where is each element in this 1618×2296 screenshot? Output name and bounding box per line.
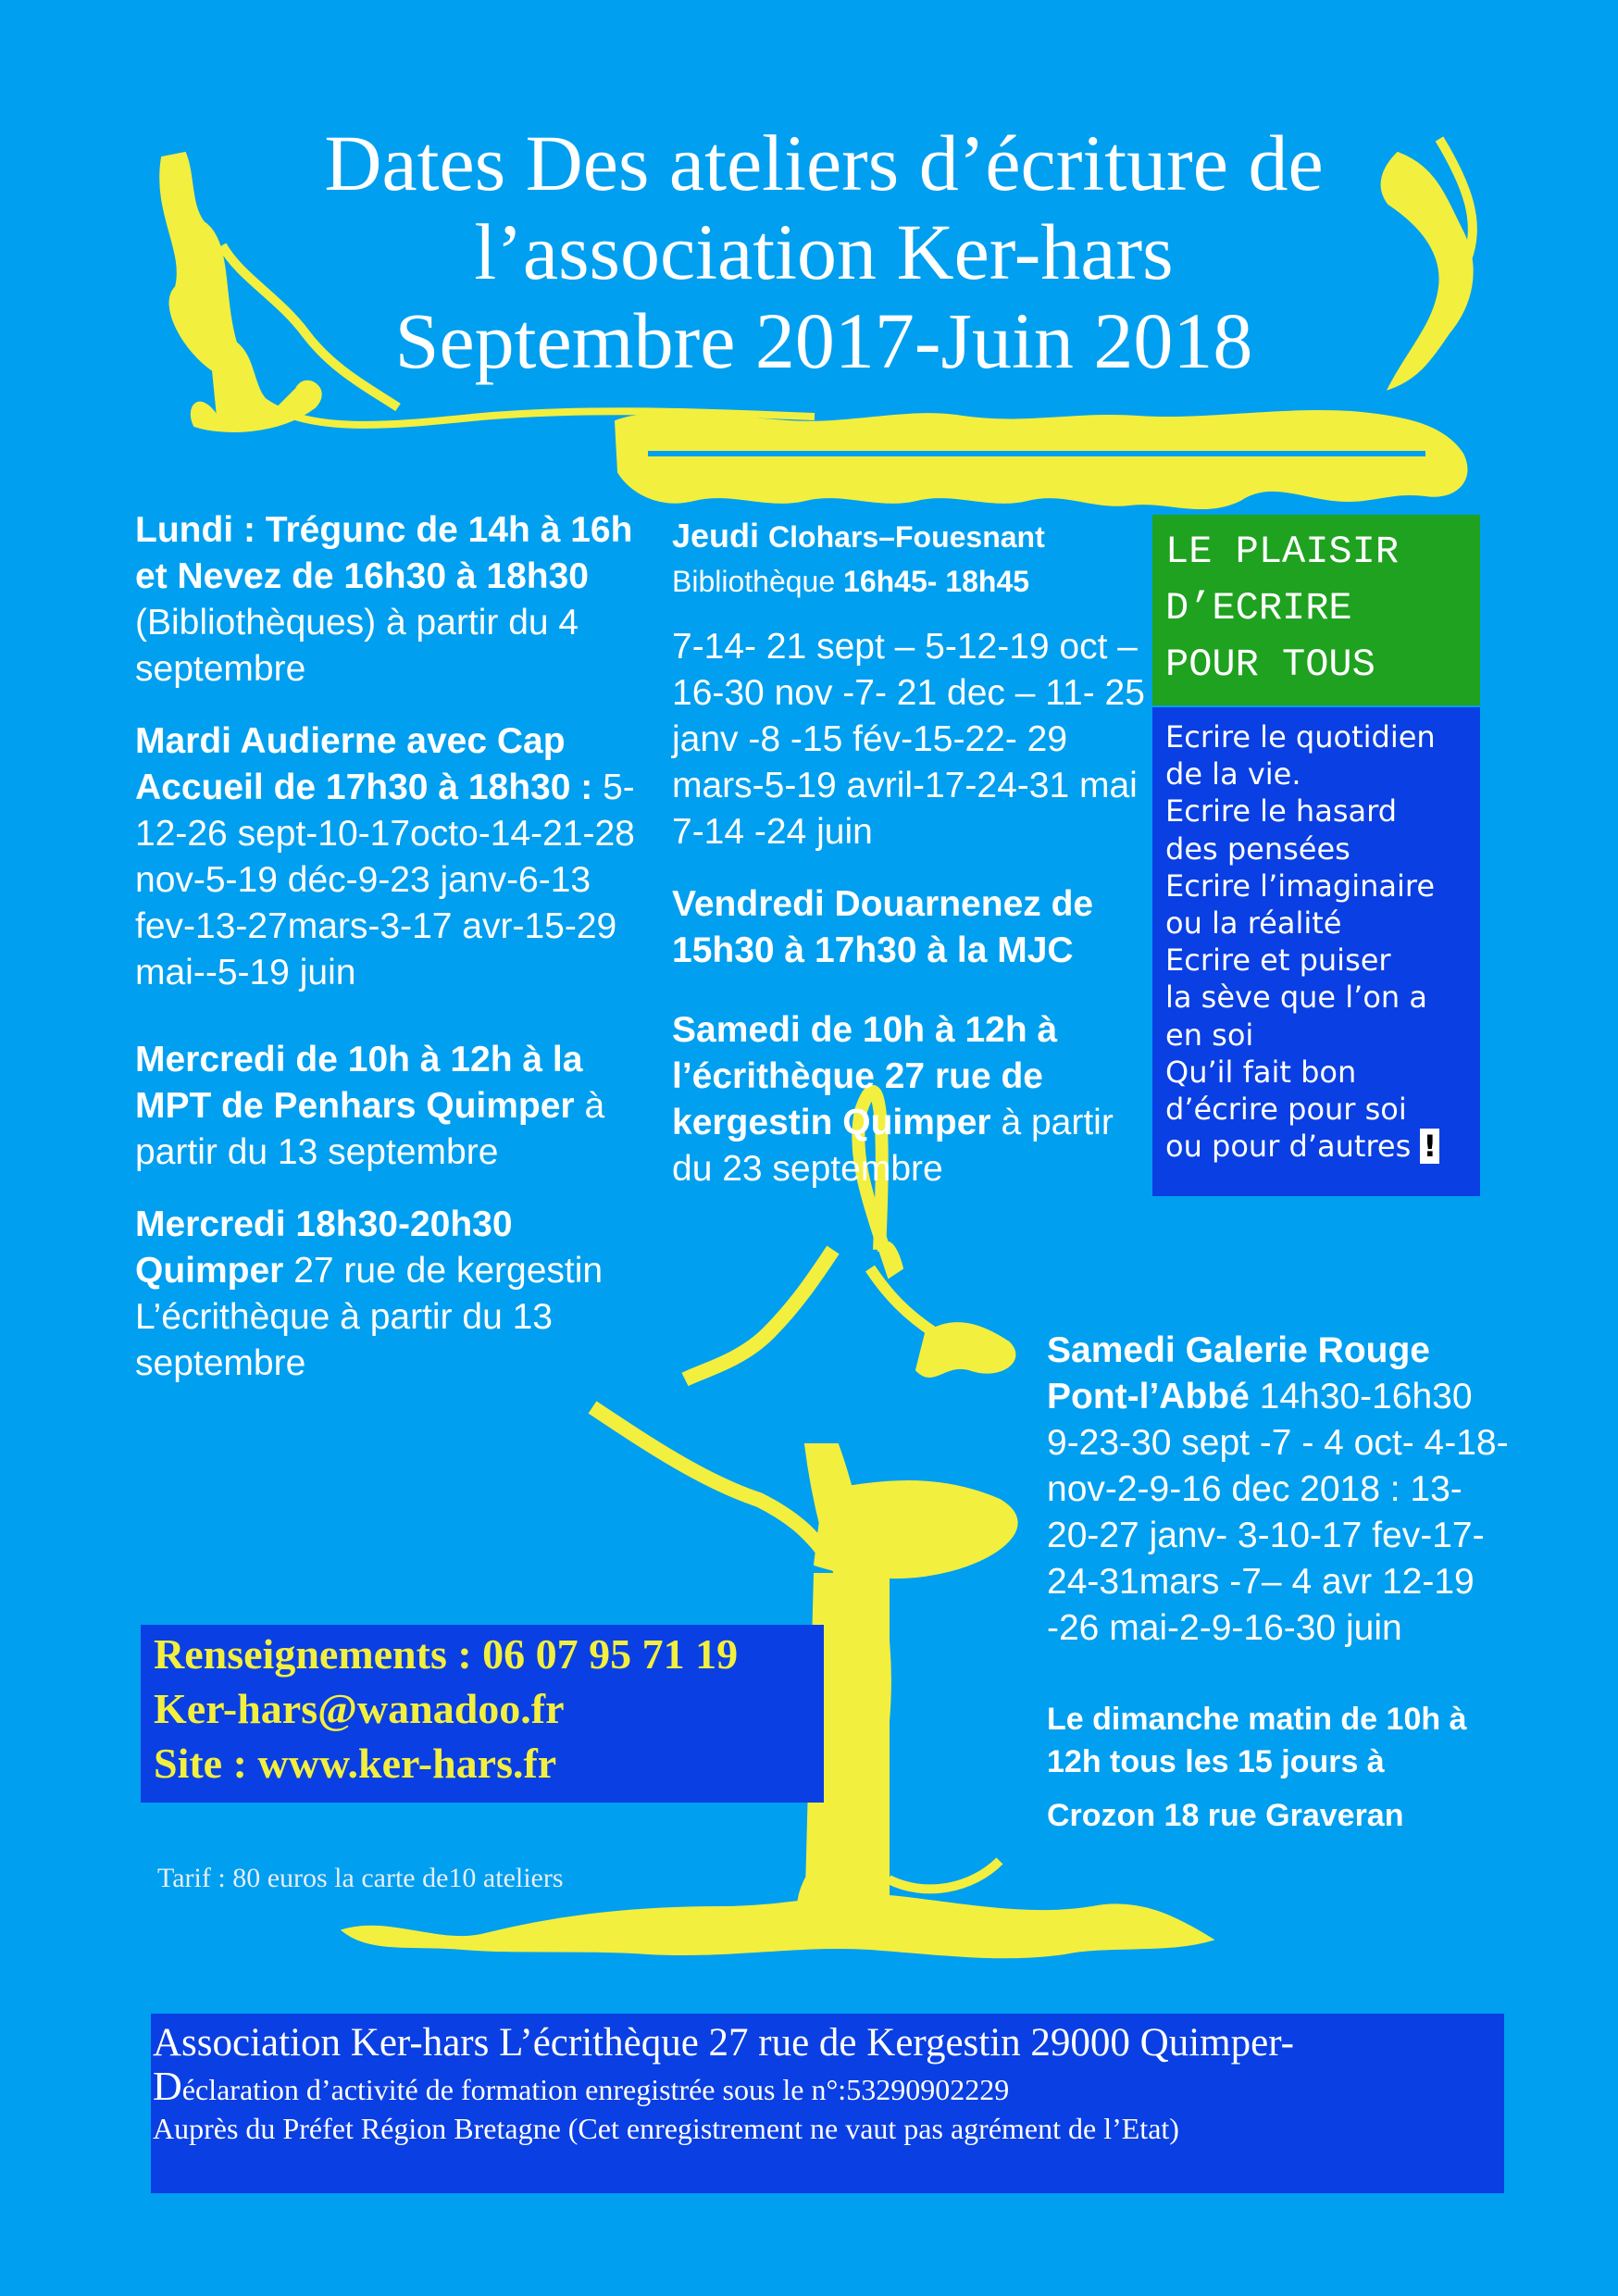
footer-declaration: [153, 2064, 1502, 2109]
contact-box: [141, 1625, 824, 1803]
mercredi-evening-entry: [135, 1202, 650, 1387]
poem-line: Ecrire le quotidien: [1165, 719, 1436, 755]
poem-line: en soi: [1165, 1017, 1254, 1053]
mardi-details: 5-12-26 sept-10-17octo-14-21-28 nov-5-19 déc-9-23 janv-6-13 fev-13-27mars-3-17 avr-15-29 mai--5-19 juin: [135, 767, 635, 992]
dimanche-heading: Le dimanche matin de 10h à 12h tous les 15 jours à: [1047, 1702, 1467, 1779]
dimanche-entry: [1047, 1698, 1510, 1783]
tree-branch-left: [685, 1250, 833, 1379]
footer-declaration-text: éclaration d’activité de formation enregistrée sous le n°:53290902229: [181, 2073, 1010, 2106]
jeudi-heading: Jeudi: [672, 517, 769, 555]
mardi-heading: Mardi Audierne avec Cap Accueil de 17h30 à 18h30 :: [135, 721, 593, 807]
exclamation-mark: !: [1420, 1129, 1439, 1164]
jeudi-location: Clohars–Fouesnant: [768, 520, 1045, 554]
title-banner-shape: [616, 411, 1466, 508]
mercredi-morning-entry: [135, 1037, 650, 1176]
lundi-details: (Bibliothèques) à partir du 4 septembre: [135, 603, 579, 689]
poem-line: la sève que l’on a: [1165, 980, 1427, 1016]
tree-branch-mid: [592, 1407, 833, 1565]
galerie-details: 14h30-16h30 9-23-30 sept -7 - 4 oct- 4-18- nov-2-9-16 dec 2018 : 13-20-27 janv- 3-10-17 fev-17-24-31mars -7– 4 avr 12-19 -26 mai-2-9-16-30 juin: [1047, 1377, 1509, 1648]
middle-schedule-column: [672, 514, 1153, 1218]
crozon-address: Crozon 18 rue Graveran: [1047, 1798, 1404, 1833]
mercredi-evening-heading: Mercredi 18h30-20h30 Quimper: [135, 1204, 513, 1291]
galerie-entry: [1047, 1328, 1510, 1652]
page-title: [130, 119, 1518, 385]
poem-line: Ecrire le hasard: [1165, 793, 1397, 830]
jeudi-hours: 16h45- 18h45: [843, 565, 1030, 598]
footer-address: Association Ker-hars L’écrithèque 27 rue de Kergestin 29000 Quimper-: [153, 2021, 1294, 2065]
footer-dropcap: D: [153, 2064, 182, 2109]
title-line-1: Dates Des ateliers d’écriture de: [324, 119, 1324, 207]
vendredi-entry: [672, 881, 1153, 974]
samedi-heading: Samedi de 10h à 12h à l’écrithèque 27 rue de kergestin Quimper: [672, 1010, 1058, 1142]
tree-branch-top: [870, 1268, 935, 1333]
crozon-entry: [1047, 1794, 1510, 1837]
footer-prefect-note: Auprès du Préfet Région Bretagne (Cet enregistrement ne vaut pas agrément de l’Etat): [153, 2112, 1179, 2145]
mercredi-morning-heading: Mercredi de 10h à 12h à la MPT de Penhars Quimper: [135, 1040, 583, 1126]
poem-line: Qu’il fait bon: [1165, 1054, 1357, 1090]
lundi-entry: [135, 507, 650, 693]
lundi-heading: Lundi : Trégunc de 14h à 16h et Nevez de 16h30 à 18h30: [135, 510, 633, 596]
title-line-3: Septembre 2017-Juin 2018: [394, 296, 1253, 385]
poem-line: d’écrire pour soi: [1165, 1092, 1407, 1128]
poem-line: de la vie.: [1165, 756, 1301, 792]
tree-leaf-top: [879, 1242, 902, 1278]
poem-line-last: [1165, 1128, 1467, 1165]
left-schedule-column: [135, 507, 650, 1413]
mercredi-evening-details: 27 rue de kergestin L’écrithèque à partir du 13 septembre: [135, 1251, 604, 1383]
footer-box: [151, 2014, 1504, 2193]
vendredi-heading: Vendredi Douarnenez de 15h30 à 17h30 à la MJC: [672, 884, 1094, 970]
tree-ground: [342, 1895, 1213, 1957]
right-schedule-column: [1047, 1328, 1510, 1863]
poem-line: Ecrire l’imaginaire: [1165, 867, 1436, 904]
ecrire-poem-box: [1152, 707, 1480, 1196]
poem-line: des pensées: [1165, 830, 1350, 867]
mardi-entry: [135, 718, 650, 996]
title-line-2: l’association Ker-hars: [474, 207, 1174, 296]
jeudi-entry: [672, 514, 1153, 604]
email-link[interactable]: Ker-hars@wanadoo.fr: [154, 1685, 565, 1732]
plaisir-line-2: D’ECRIRE: [1165, 586, 1352, 630]
mercredi-morning-details: à partir du 13 septembre: [135, 1086, 605, 1172]
galerie-heading: Samedi Galerie Rouge Pont-l’Abbé: [1047, 1330, 1430, 1416]
plaisir-line-1: LE PLAISIR: [1165, 530, 1400, 574]
poem-line: ou pour d’autres: [1165, 1129, 1421, 1165]
tree-root-right: [889, 1861, 1000, 1889]
phone-text: Renseignements : 06 07 95 71 19: [154, 1630, 739, 1678]
website-link[interactable]: Site : www.ker-hars.fr: [154, 1740, 557, 1787]
jeudi-venue: Bibliothèque: [672, 565, 844, 598]
samedi-entry: [672, 1007, 1153, 1192]
poem-line: Ecrire et puiser: [1165, 942, 1391, 979]
jeudi-dates: 7-14- 21 sept – 5-12-19 oct – 16-30 nov -7- 21 dec – 11- 25 janv -8 -15 fév-15-22- 29 mars-5-19 avril-17-24-31 mai 7-14 -24 juin: [672, 627, 1145, 852]
tarif-text: Tarif : 80 euros la carte de10 ateliers: [157, 1863, 564, 1893]
samedi-details: à partir du 23 septembre: [672, 1103, 1114, 1189]
poem-line: ou la réalité: [1165, 905, 1342, 942]
plaisir-box: [1152, 515, 1480, 705]
plaisir-line-3: POUR TOUS: [1165, 643, 1375, 687]
